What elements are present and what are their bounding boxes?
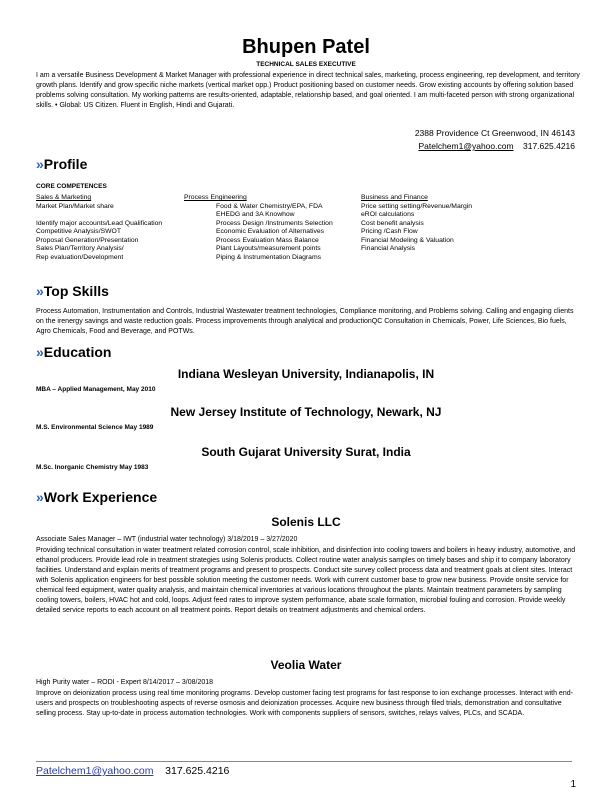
job-description: Providing technical consultation in water treatment related corrosion control, scale inhibition, and disinfection into cooling towers and boilers in heavy industry, automotive, and ethanol producers. Provide lead role in treatment strategies using Solenis products. Collect routine water analysis samples on timely bases and ship it to company laboratory facilities. Understand and explain merits of treatment programs and present to prospects. Conduct site survey collect process data and treatment goals at client sites. Interact with Solenis application engineers for best possible solution meeting the customer needs. Work with current customer base to grow new business. Provide onsite service for chemical feed equipment, water quality analysis, and maintain chemical inventories at various locations throughout the plants. Maintain treatment parameters by sampling cooling towers, boilers, HVAC hot and cold, loops. Adjust feed rates to improve system performance, abate scale formation, microbial fouling and corrosion. Provide weekly detailed service reports to each account on all treatment points. Report details on treatment adjustments and chemical orders. [36, 547, 576, 614]
job-role: High Purity water – RODI - Expert 8/14/2017 – 3/08/2018 [36, 679, 214, 686]
list-item: Pricing /Cash Flow [361, 228, 418, 235]
job-role: Associate Sales Manager – IWT (industrial water technology) 3/18/2019 – 3/27/2020 [36, 536, 298, 543]
degree: MBA – Applied Management, May 2010 [36, 386, 156, 393]
chevron-icon: » [36, 344, 44, 360]
page-number: 1 [570, 779, 576, 790]
list-item: Identify major accounts/Lead Qualification [36, 219, 163, 227]
phone-number: 317.625.4216 [523, 141, 575, 151]
list-item: eROI calculations [361, 211, 415, 218]
list-item: Proposal Generation/Presentation [36, 236, 139, 244]
list-item: Financial Modeling & Valuation [361, 236, 454, 244]
chevron-icon: » [36, 283, 44, 299]
footer-phone: 317.625.4216 [165, 765, 230, 777]
list-item: Competitive Analysis/SWOT [36, 228, 121, 235]
school-name: Indiana Wesleyan University, Indianapolis, IN [177, 367, 435, 381]
competency-column-process [184, 194, 361, 262]
job-description: Improve on deionization process using real time monitoring programs. Develop customer facing test programs for fast response to ion exchange processes. Interact with end-users and prospects on troubleshooting aspects of reverse osmosis and deionization processes. Acquire new business through filed trials, demonstration and consultative selling process. Stay up-to-date in process automation technologies. Work with components suppliers of sensors, switches, relays valves, PLCs, and SCADA. [36, 690, 573, 717]
company-name: Veolia Water [270, 658, 342, 672]
candidate-name: Bhupen Patel [242, 36, 370, 58]
company-name: Solenis LLC [271, 515, 341, 529]
list-item: Piping & Instrumentation Diagrams [216, 253, 322, 261]
degree: M.S. Environmental Science May 1989 [36, 424, 154, 431]
address: 2388 Providence Ct Greenwood, IN 46143 [414, 128, 575, 138]
list-item: Price setting setting/Revenue/Margin [361, 202, 473, 210]
footer-email-link[interactable]: Patelchem1@yahoo.com [36, 765, 154, 777]
list-item: Financial Analysis [361, 245, 416, 252]
competencies-title: CORE COMPETENCES [36, 183, 107, 190]
chevron-icon: » [36, 489, 44, 505]
list-item: Plant Layouts/measurement points [216, 245, 321, 252]
list-item: Market Plan/Market share [36, 202, 114, 210]
school-name: South Gujarat University Surat, India [201, 445, 411, 459]
competency-column-sales [36, 194, 216, 262]
list-item: Food & Water Chemistry/EPA, FDA [216, 202, 323, 210]
list-item: Cost benefit analysis [361, 219, 424, 227]
footer-divider [36, 761, 572, 762]
section-heading-top-skills: »Top Skills [36, 283, 109, 299]
contact-line [418, 141, 575, 151]
section-heading-education: »Education [36, 344, 112, 360]
list-item [36, 211, 216, 220]
summary-paragraph: I am a versatile Business Development & Market Manager with professional experience in direct technical sales, marketing, process engineering, rep development, and territory growth plans. Identify and grow specific niche markets (vertical market opp.) Product positioning based on customer needs. Grow existing accounts by offering solution based problems solving consultation. My working patterns are results-oriented, adaptable, relationship based, and goal oriented. I am multi-faceted person with strong organizational skills. • Global: US Citizen. Fluent in English, Hindi and Gujarati. [36, 72, 580, 109]
list-item: Economic Evaluation of Alternatives [216, 228, 325, 235]
list-item: Rep evaluation/Development [36, 253, 124, 261]
list-item: Process Design /Instruments Selection [216, 219, 333, 227]
list-item: Process Evaluation Mass Balance [216, 236, 319, 244]
school-name: New Jersey Institute of Technology, Newark, NJ [170, 405, 442, 419]
footer-contact [36, 765, 229, 777]
degree: M.Sc. Inorganic Chemistry May 1983 [36, 464, 149, 471]
top-skills-paragraph: Process Automation, Instrumentation and Controls, Industrial Wastewater treatment technologies, Compliance monitoring, and Problems solving. Calling and engaging clients on the irenergy savings and waste reduction goals. Process improvements through analytical and productionQC Consultation in Chemicals, Power, Life Sciences, Bio fuels, Agro Chemicals, Food and Beverage, and POTWs. [36, 308, 574, 335]
section-heading-work: »Work Experience [36, 489, 158, 505]
column-heading: Sales & Marketing [36, 194, 92, 201]
list-item: Sales Plan/Territory Analysis/ [36, 245, 124, 252]
section-heading-profile: »Profile [36, 156, 88, 172]
column-heading: Business and Finance [361, 194, 428, 201]
column-heading: Process Engineering [184, 194, 247, 201]
competency-column-finance [361, 194, 571, 254]
job-title: TECHNICAL SALES EXECUTIVE [256, 61, 356, 68]
email-link[interactable]: Patelchem1@yahoo.com [418, 141, 514, 151]
chevron-icon: » [36, 156, 44, 172]
list-item: EHEDG and 3A Knowhow [216, 211, 295, 218]
